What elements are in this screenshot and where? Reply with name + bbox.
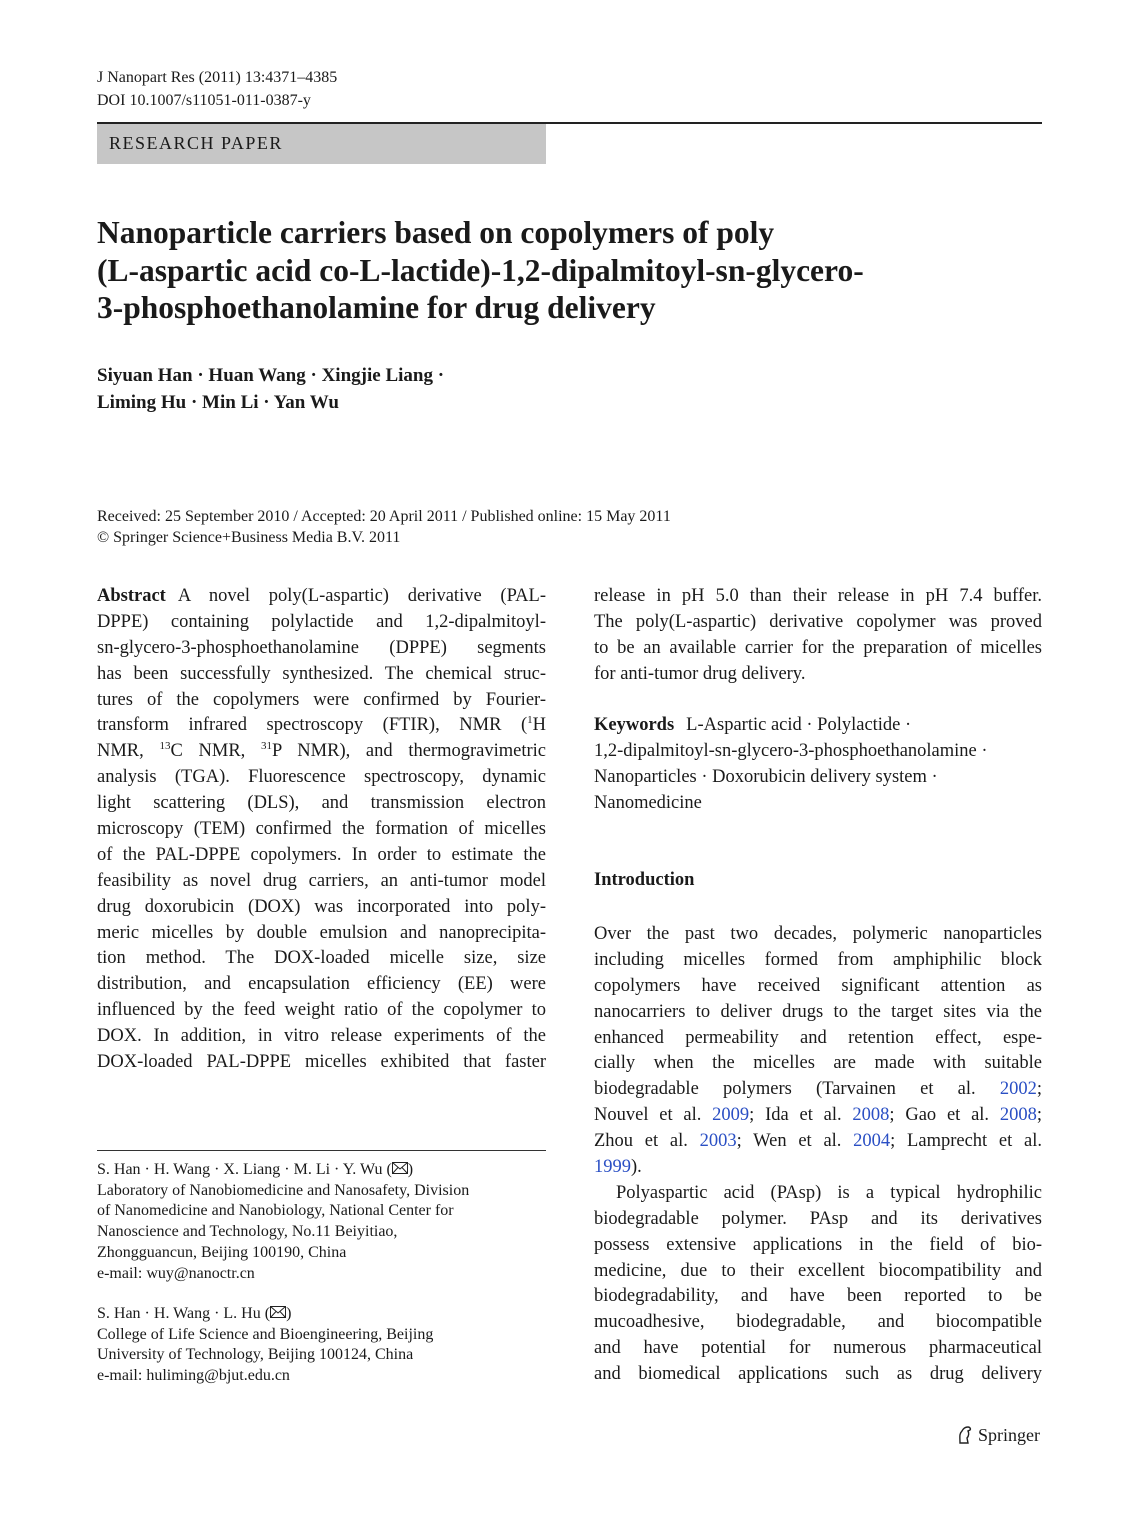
title-line-3: 3-phosphoethanolamine for drug delivery — [97, 290, 656, 325]
section-banner — [97, 124, 546, 164]
intro-line: possess extensive applications in the field of bio- — [594, 1234, 1042, 1255]
citation-link[interactable]: 1999 — [594, 1157, 631, 1178]
abstract-line: analysis (TGA). Fluorescence spectroscopy, dynamic — [97, 767, 546, 788]
keywords-line: 1,2-dipalmitoyl-sn-glycero-3-phosphoethanolamine · — [594, 741, 988, 762]
affiliation-line: of Nanomedicine and Nanobiology, National Center for — [97, 1202, 454, 1220]
intro-line: Over the past two decades, polymeric nanoparticles — [594, 924, 1042, 944]
title-line-2: (L-aspartic acid co-L-lactide)-1,2-dipalmitoyl-sn-glycero- — [97, 252, 864, 288]
citation-link[interactable]: 2002 — [999, 1079, 1037, 1100]
keywords-line: Keywords L-Aspartic acid · Polylactide · — [594, 715, 912, 736]
affiliation-2 — [97, 1304, 546, 1387]
history-dates: Received: 25 September 2010 / Accepted: 20 April 2011 / Published online: 15 May 2011 — [97, 508, 671, 525]
springer-horse-icon — [956, 1425, 978, 1445]
copyright: © Springer Science+Business Media B.V. 2011 — [97, 529, 401, 546]
affiliation-authors: S. Han · H. Wang · X. Liang · M. Li · Y. Wu ( ) — [97, 1161, 414, 1178]
abstract-line: tures of the copolymers were confirmed by Fourier- — [97, 689, 546, 710]
abstract-continued — [594, 584, 1042, 817]
affiliation-1 — [97, 1160, 546, 1284]
envelope-icon — [270, 1305, 286, 1322]
paper-title — [97, 214, 1042, 327]
affiliation-line: Nanoscience and Technology, No.11 Beiyitiao, — [97, 1223, 398, 1241]
intro-line: and have potential for numerous pharmaceutical — [594, 1338, 1042, 1359]
abstract-line: transform infrared spectroscopy (FTIR), NMR ($^1$H — [97, 714, 546, 736]
introduction-body — [594, 922, 1042, 1388]
abstract-line: feasibility as novel drug carriers, an anti-tumor model — [97, 870, 546, 891]
title-line-1: Nanoparticle carriers based on copolymers of poly — [97, 215, 775, 250]
abstract-line: of the PAL-DPPE copolymers. In order to estimate the — [97, 844, 546, 865]
affiliation-line: College of Life Science and Bioengineering, Beijing — [97, 1325, 434, 1343]
keywords-line: Nanoparticles · Doxorubicin delivery system · — [594, 767, 938, 788]
affiliation-email[interactable]: e-mail: huliming@bjut.edu.cn — [97, 1367, 290, 1385]
abstract-line: release in pH 5.0 than their release in pH 7.4 buffer. — [594, 586, 1042, 606]
abstract-label: Abstract — [97, 586, 166, 606]
intro-line: 1999). — [594, 1157, 642, 1178]
affiliation-authors: S. Han · H. Wang · L. Hu ( ) — [97, 1305, 292, 1322]
envelope-icon — [392, 1161, 408, 1178]
intro-line: mucoadhesive, biodegradable, and biocompatible — [594, 1312, 1042, 1333]
keywords — [594, 713, 1042, 817]
citation-link[interactable]: 2004 — [853, 1131, 891, 1152]
publication-history — [97, 506, 1042, 548]
authors-line-1: Siyuan Han · Huan Wang · Xingjie Liang · — [97, 365, 445, 386]
citation-link[interactable]: 2008 — [999, 1105, 1037, 1126]
affiliation-line: Zhongguancun, Beijing 100190, China — [97, 1243, 347, 1261]
intro-line: nanocarriers to deliver drugs to the target sites via the — [594, 1001, 1042, 1022]
abstract-line: DPPE) containing polylactide and 1,2-dipalmitoyl- — [97, 611, 546, 632]
intro-line: Nouvel et al. 2009; Ida et al. 2008; Gao et al. 2008; — [594, 1105, 1042, 1126]
abstract-line: microscopy (TEM) confirmed the formation of micelles — [97, 819, 546, 840]
intro-line: enhanced permeability and retention effect, espe- — [594, 1027, 1042, 1048]
keywords-label: Keywords — [594, 715, 675, 736]
authors-line-2: Liming Hu · Min Li · Yan Wu — [97, 392, 339, 413]
intro-line: and biomedical applications such as drug delivery — [594, 1364, 1042, 1385]
author-list — [97, 362, 797, 416]
abstract-line: meric micelles by double emulsion and nanoprecipita- — [97, 922, 546, 943]
abstract-line: drug doxorubicin (DOX) was incorporated into poly- — [97, 896, 546, 917]
abstract-line: DOX-loaded PAL-DPPE micelles exhibited that faster — [97, 1052, 546, 1073]
doi: DOI 10.1007/s11051-011-0387-y — [97, 92, 311, 109]
citation-link[interactable]: 2008 — [852, 1105, 890, 1126]
footnote-rule — [97, 1150, 546, 1151]
abstract-line: DOX. In addition, in vitro release experiments of the — [97, 1026, 546, 1047]
intro-line: Polyaspartic acid (PAsp) is a typical hydrophilic — [616, 1182, 1042, 1203]
intro-line: cially when the micelles are made with suitable — [594, 1053, 1042, 1074]
abstract-line: for anti-tumor drug delivery. — [594, 663, 806, 684]
abstract-line: influenced by the feed weight ratio of the copolymer to — [97, 1000, 546, 1021]
intro-line: biodegradable polymers (Tarvainen et al. 2002; — [594, 1079, 1042, 1100]
intro-line: Zhou et al. 2003; Wen et al. 2004; Lamprecht et al. — [594, 1131, 1042, 1152]
journal-citation: J Nanopart Res (2011) 13:4371–4385 — [97, 69, 338, 86]
intro-line: biodegradability, and have been reported to be — [594, 1286, 1042, 1307]
abstract — [97, 584, 546, 1076]
intro-line: biodegradable polymer. PAsp and its derivatives — [594, 1208, 1042, 1229]
intro-line: including micelles formed from amphiphilic block — [594, 949, 1042, 970]
abstract-line: Abstract A novel poly(L-aspartic) derivative (PAL- — [97, 586, 546, 606]
abstract-line: The poly(L-aspartic) derivative copolymer was proved — [594, 611, 1042, 632]
publisher-logo: Springer — [956, 1425, 1040, 1446]
abstract-line: sn-glycero-3-phosphoethanolamine (DPPE) segments — [97, 637, 546, 658]
abstract-line: tion method. The DOX-loaded micelle size, size — [97, 948, 546, 969]
abstract-line: light scattering (DLS), and transmission electron — [97, 793, 546, 814]
introduction-heading: Introduction — [594, 870, 695, 890]
affiliation-line: Laboratory of Nanobiomedicine and Nanosafety, Division — [97, 1181, 470, 1199]
abstract-line: has been successfully synthesized. The chemical struc- — [97, 663, 546, 684]
intro-line: medicine, due to their excellent biocompatibility and — [594, 1260, 1042, 1281]
intro-line: copolymers have received significant attention as — [594, 975, 1042, 996]
section-label: RESEARCH PAPER — [109, 133, 283, 153]
abstract-line: to be an available carrier for the preparation of micelles — [594, 637, 1042, 658]
citation-link[interactable]: 2009 — [712, 1105, 750, 1126]
citation-link[interactable]: 2003 — [699, 1131, 737, 1152]
abstract-line: NMR, $^{13}$C NMR, $^{31}$P NMR), and thermogravimetric — [97, 740, 546, 762]
affiliation-line: University of Technology, Beijing 100124, China — [97, 1346, 414, 1364]
abstract-line: distribution, and encapsulation efficiency (EE) were — [97, 974, 546, 995]
keywords-line: Nanomedicine — [594, 793, 702, 814]
affiliation-email[interactable]: e-mail: wuy@nanoctr.cn — [97, 1264, 255, 1282]
